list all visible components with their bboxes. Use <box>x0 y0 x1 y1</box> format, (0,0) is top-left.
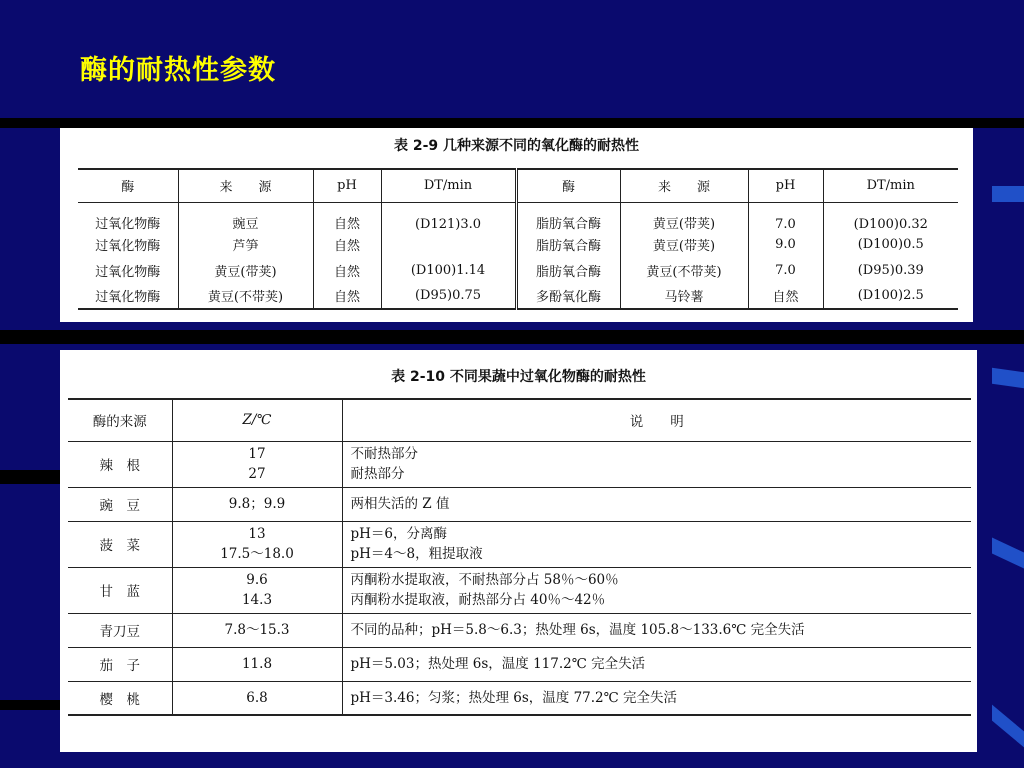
z-value-line: 27 <box>248 466 266 482</box>
table-row <box>68 613 971 647</box>
z-value-cell <box>172 681 342 715</box>
table-cell: 7.0 <box>748 258 823 284</box>
table-cell: 自然 <box>748 283 823 309</box>
table-cell: 9.0 <box>748 232 823 258</box>
note-cell <box>342 487 971 521</box>
table-2-10 <box>68 398 971 716</box>
table-cell: 自然 <box>313 258 381 284</box>
table-cell: 过氧化物酶 <box>78 202 178 232</box>
bg-stripe <box>0 118 1024 128</box>
deco-bar <box>992 368 1024 388</box>
table-row <box>68 647 971 681</box>
source-cell: 辣 根 <box>68 441 172 487</box>
source-cell: 青刀豆 <box>68 613 172 647</box>
table-2-10-caption: 表 2-10 不同果蔬中过氧化物酶的耐热性 <box>391 369 646 385</box>
z-value-line: 7.8～15.3 <box>224 622 290 638</box>
z-value-cell <box>172 567 342 613</box>
table-row <box>78 232 958 258</box>
note-line: pH＝3.46；匀浆；热处理 6s，温度 77.2℃ 完全失活 <box>350 689 678 706</box>
table-2-9-caption: 表 2-9 几种来源不同的氧化酶的耐热性 <box>393 138 640 154</box>
table-cell: (D95)0.39 <box>857 262 924 278</box>
table-cell: 马铃薯 <box>620 283 748 309</box>
table-cell: 黄豆(带荚) <box>620 232 748 258</box>
note-cell <box>342 647 971 681</box>
note-line: pH＝6，分离酶 <box>350 526 448 542</box>
table-cell: 脂肪氧合酶 <box>516 258 620 284</box>
note-line: pH＝4～8，粗提取液 <box>350 546 483 562</box>
table-cell: 自然 <box>313 232 381 258</box>
table-cell: 过氧化物酶 <box>78 232 178 258</box>
z-value-cell <box>172 521 342 567</box>
bg-stripe <box>0 330 1024 344</box>
table-cell: 7.0 <box>748 202 823 232</box>
note-line: 两相失活的 Z 值 <box>350 496 450 512</box>
note-line: 耐热部分 <box>350 466 405 482</box>
source-cell: 甘 蓝 <box>68 567 172 613</box>
z-value-line: 11.8 <box>241 656 273 672</box>
z-value-line: 13 <box>248 526 266 542</box>
table-row <box>68 567 971 613</box>
deco-bar <box>992 705 1024 748</box>
table-cell: 黄豆(不带荚) <box>178 283 313 309</box>
table-cell: 黄豆(不带荚) <box>620 258 748 284</box>
table-2-9-header-cell: pH <box>313 169 381 202</box>
deco-bar <box>992 186 1024 202</box>
table-cell: (D100)1.14 <box>381 258 516 284</box>
z-value-cell <box>172 441 342 487</box>
table-2-10-header-row <box>68 399 971 441</box>
table-2-9-panel <box>60 128 973 322</box>
table-2-10-panel <box>60 350 977 752</box>
table-cell: 过氧化物酶 <box>78 283 178 309</box>
table-2-9-header-cell: DT/min <box>381 169 516 202</box>
table-cell: 脂肪氧合酶 <box>516 232 620 258</box>
table-cell: (D100)2.5 <box>857 287 924 303</box>
table-row <box>78 202 958 232</box>
table-2-10-header-cell: Z/℃ <box>172 399 342 441</box>
z-value-line: 9.8；9.9 <box>228 496 286 512</box>
table-cell: (D100)0.32 <box>853 217 928 232</box>
note-line: 丙酮粉水提取液，不耐热部分占 58％～60％ <box>350 572 619 588</box>
source-cell: 樱 桃 <box>68 681 172 715</box>
table-row <box>68 487 971 521</box>
note-cell <box>342 441 971 487</box>
table-row <box>68 441 971 487</box>
note-cell <box>342 613 971 647</box>
table-cell: (D121)3.0 <box>381 202 516 232</box>
table-cell: 过氧化物酶 <box>78 258 178 284</box>
table-cell: 多酚氧化酶 <box>516 283 620 309</box>
note-cell <box>342 521 971 567</box>
z-value-line: 17.5～18.0 <box>220 546 294 562</box>
table-row <box>68 521 971 567</box>
table-cell: 自然 <box>313 202 381 232</box>
table-2-9-header-cell: 酶 <box>516 169 620 202</box>
table-2-9-header-cell: pH <box>748 169 823 202</box>
table-2-9-header-cell: DT/min <box>866 178 915 194</box>
source-cell: 菠 菜 <box>68 521 172 567</box>
bg-stripe <box>0 700 60 710</box>
z-value-cell <box>172 613 342 647</box>
note-line: 不同的品种；pH＝5.8～6.3；热处理 6s，温度 105.8～133.6℃ 完全失活 <box>350 622 805 638</box>
table-cell: (D100)0.5 <box>857 237 924 253</box>
table-cell: 黄豆(带荚) <box>620 202 748 232</box>
table-cell: (D95)0.75 <box>381 283 516 309</box>
note-cell <box>342 567 971 613</box>
bg-stripe <box>0 470 60 484</box>
note-line: 不耐热部分 <box>350 446 418 462</box>
z-value-line: 17 <box>248 446 266 462</box>
source-cell: 豌 豆 <box>68 487 172 521</box>
source-cell: 茄 子 <box>68 647 172 681</box>
table-row <box>78 283 958 309</box>
table-row <box>68 681 971 715</box>
table-cell: 脂肪氧合酶 <box>516 202 620 232</box>
z-value-cell <box>172 647 342 681</box>
deco-bar <box>992 538 1024 569</box>
table-cell: 自然 <box>313 283 381 309</box>
z-value-cell <box>172 487 342 521</box>
table-cell: 黄豆(带荚) <box>178 258 313 284</box>
z-value-line: 6.8 <box>246 689 268 706</box>
slide-title: 酶的耐热性参数 <box>80 55 276 86</box>
table-2-9-header-cell: 酶 <box>78 169 178 202</box>
table-2-9-header-cell: 来 源 <box>178 169 313 202</box>
table-2-9 <box>78 168 958 310</box>
table-cell: 芦笋 <box>178 232 313 258</box>
note-line: 丙酮粉水提取液，耐热部分占 40％～42％ <box>350 592 606 608</box>
note-cell <box>342 681 971 715</box>
table-2-9-header-row <box>78 169 958 202</box>
note-line: pH＝5.03；热处理 6s，温度 117.2℃ 完全失活 <box>350 656 646 672</box>
table-2-10-header-cell: 说 明 <box>629 414 684 431</box>
table-cell <box>381 232 516 258</box>
table-cell: 豌豆 <box>178 202 313 232</box>
table-2-9-header-cell: 来 源 <box>620 169 748 202</box>
table-2-10-header-cell: 酶的来源 <box>68 399 172 441</box>
z-value-line: 14.3 <box>241 592 273 608</box>
z-value-line: 9.6 <box>246 572 268 588</box>
table-row <box>78 258 958 284</box>
